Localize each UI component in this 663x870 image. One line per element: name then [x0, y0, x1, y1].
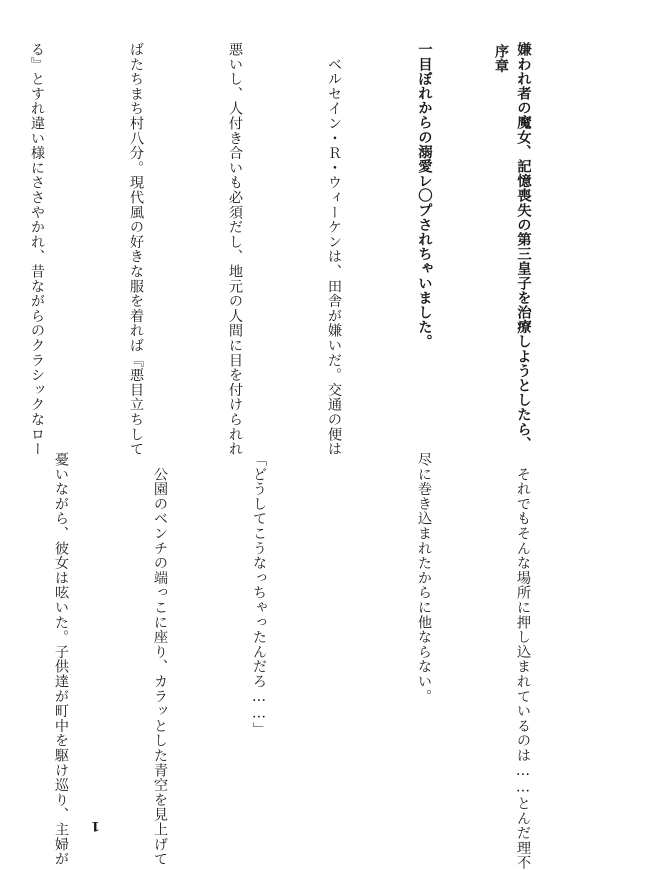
body-line: 憂いながら、彼女は呟いた。子供達が町中を駆け巡り、主婦が — [53, 452, 69, 867]
title-line-1: 嫌われ者の魔女、記憶喪失の第三皇子を治療しようとしたら、 — [515, 42, 531, 451]
body-line: 公園のベンチの端っこに座り、カラッとした青空を見上げて — [152, 452, 168, 867]
body-line: 尽に巻き込まれたからに他ならない。 — [416, 452, 432, 704]
body-line: それでもそんな場所に押し込まれているのは……とんだ理不 — [515, 452, 531, 870]
upper-body-text — [0, 42, 416, 457]
page-number: 1 — [91, 818, 101, 833]
chapter-heading: 序章 — [493, 44, 509, 74]
dialogue-line: 「どうしてこうなっちゃったんだろ……」 — [251, 452, 267, 737]
body-line: ばたちまち村八分。現代風の好きな服を着れば『悪目立ちして — [128, 42, 144, 457]
body-line: ベルセイン・Ｒ・ウィーケンは、田舎が嫌いだ。交通の便は — [326, 42, 342, 457]
body-line: 悪いし、人付き合いも必須だし、地元の人間に目を付けられれ — [227, 42, 243, 457]
body-line: る』とすれ違い様にささやかれ、昔ながらのクラシックなロー — [29, 42, 45, 457]
title-line-2: 一目ぼれからの溺愛レ〇プされちゃいました。 — [416, 42, 432, 349]
lower-body-text — [0, 452, 605, 870]
